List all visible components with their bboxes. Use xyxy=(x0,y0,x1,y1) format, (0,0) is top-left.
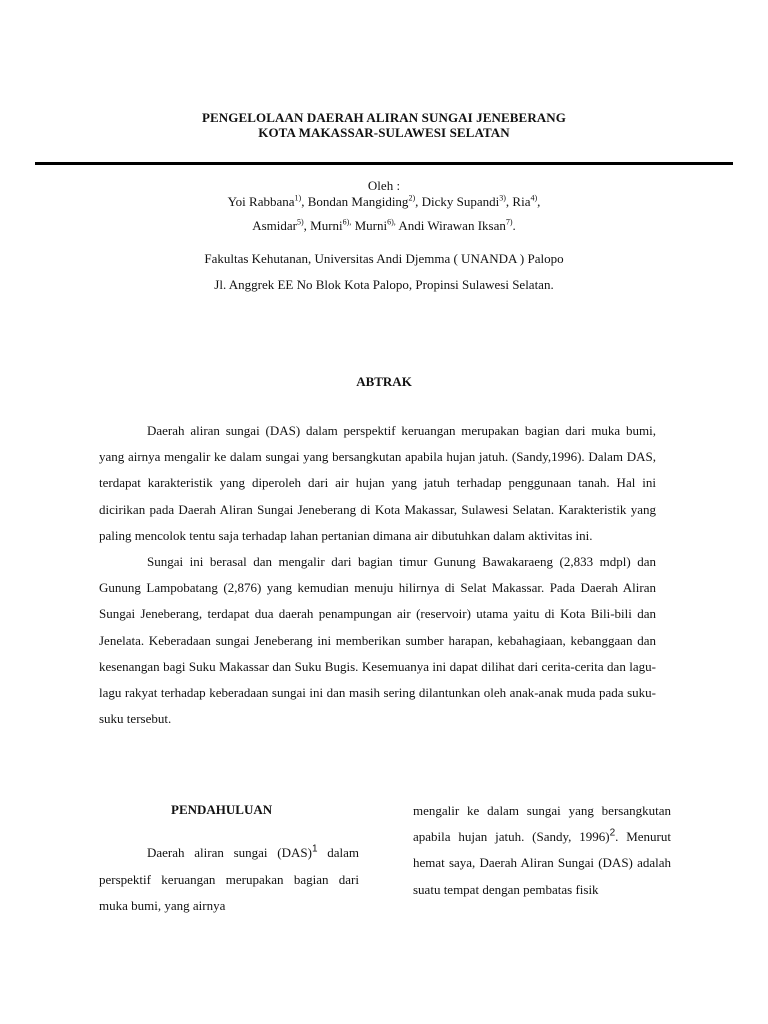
author-name: Murni xyxy=(310,218,343,233)
author-separator: , xyxy=(301,194,308,209)
author-separator: , xyxy=(415,194,422,209)
author-list-line-2 xyxy=(0,218,768,234)
intro-left-column xyxy=(99,798,359,920)
author-separator: , xyxy=(303,218,311,233)
abstract-heading: ABTRAK xyxy=(356,374,412,389)
author-name: Dicky Supandi xyxy=(421,194,500,209)
intro-left-paragraph xyxy=(99,840,359,920)
author-affiliation-marker: 6), xyxy=(342,217,352,227)
author-affiliation-marker: 5) xyxy=(297,217,304,227)
author-name: Asmidar xyxy=(252,218,297,233)
author-affiliation-marker: 6), xyxy=(387,217,396,227)
paper-title-line-2: KOTA MAKASSAR-SULAWESI SELATAN xyxy=(258,125,510,140)
author-separator: , xyxy=(537,194,541,209)
affiliation-line-2: Jl. Anggrek EE No Blok Kota Palopo, Propinsi Sulawesi Selatan. xyxy=(214,277,554,292)
author-affiliation-marker: 3) xyxy=(499,193,506,203)
author-name: Murni xyxy=(354,218,388,233)
intro-heading: PENDAHULUAN xyxy=(171,802,273,817)
footnote-marker-2: 2 xyxy=(609,827,616,839)
abstract-paragraph-1: Daerah aliran sungai (DAS) dalam perspektif keruangan merupakan bagian dari muka bumi, yang airnya mengalir ke dalam sungai yang bersangkutan apabila hujan jatuh. (Sandy,1996). Dalam DAS, terdapat karakteristik yang diperoleh dari air hujan yang jatuh terhadap penggunaan tanah. Hal ini dicirikan pada Daerah Aliran Sungai Jeneberang di Kota Makassar, Sulawesi Selatan. Karakteristik yang paling mencolok tentu saja terhadap lahan pertanian dimana air dibutuhkan dalam aktivitas ini. xyxy=(99,423,656,543)
author-affiliation-marker: 2) xyxy=(408,193,416,203)
byline-label: Oleh : xyxy=(367,178,401,193)
author-name: Ria xyxy=(512,194,531,209)
intro-left-text-2: dalam perspektif keruangan merupakan bagian dari muka bumi, yang airnya xyxy=(99,845,359,913)
author-separator: . xyxy=(512,218,516,233)
author-name: Yoi Rabbana xyxy=(227,194,295,209)
author-name: Bondan Mangiding xyxy=(307,194,409,209)
intro-right-text-2: . Menurut hemat saya, Daerah Aliran Sungai (DAS) adalah suatu tempat dengan pembatas fisik xyxy=(413,829,671,897)
title-divider xyxy=(35,162,733,165)
intro-left-text-1: Daerah aliran sungai (DAS) xyxy=(147,845,312,860)
intro-right-paragraph xyxy=(413,798,671,903)
abstract-paragraph-2: Sungai ini berasal dan mengalir dari bagian timur Gunung Bawakaraeng (2,833 mdpl) dan Gunung Lampobatang (2,876) yang kemudian menuju hilirnya di Selat Makassar. Pada Daerah Aliran Sungai Jeneberang, terdapat dua daerah penampungan air (reservoir) utama yaitu di Kota Bili-bili dan Jenelata. Keberadaan sungai Jeneberang ini memberikan sumber harapan, kebahagiaan, kebanggaan dan kesenangan bagi Suku Makassar dan Suku Bugis. Kesemuanya ini dapat dilihat dari cerita-cerita dan lagu-lagu rakyat terhadap keberadaan sungai ini dan masih sering dilantunkan oleh anak-anak muda pada suku- suku tersebut. xyxy=(99,554,656,727)
author-affiliation-marker: 1) xyxy=(294,193,302,203)
affiliation-line-1: Fakultas Kehutanan, Universitas Andi Djemma ( UNANDA ) Palopo xyxy=(204,251,564,266)
abstract-body xyxy=(99,418,656,732)
paper-title-line-1: PENGELOLAAN DAERAH ALIRAN SUNGAI JENEBERANG xyxy=(201,110,566,125)
author-affiliation-marker: 4) xyxy=(530,193,538,203)
author-list-line-1 xyxy=(0,194,768,210)
author-name: Andi Wirawan Iksan xyxy=(398,218,506,233)
author-affiliation-marker: 7) xyxy=(505,217,513,227)
intro-right-column xyxy=(413,798,671,903)
intro-right-text-1: mengalir ke dalam sungai yang bersangkutan apabila hujan jatuh. (Sandy, 1996) xyxy=(413,803,671,845)
footnote-marker-1: 1 xyxy=(311,843,318,855)
author-separator: , xyxy=(505,194,513,209)
